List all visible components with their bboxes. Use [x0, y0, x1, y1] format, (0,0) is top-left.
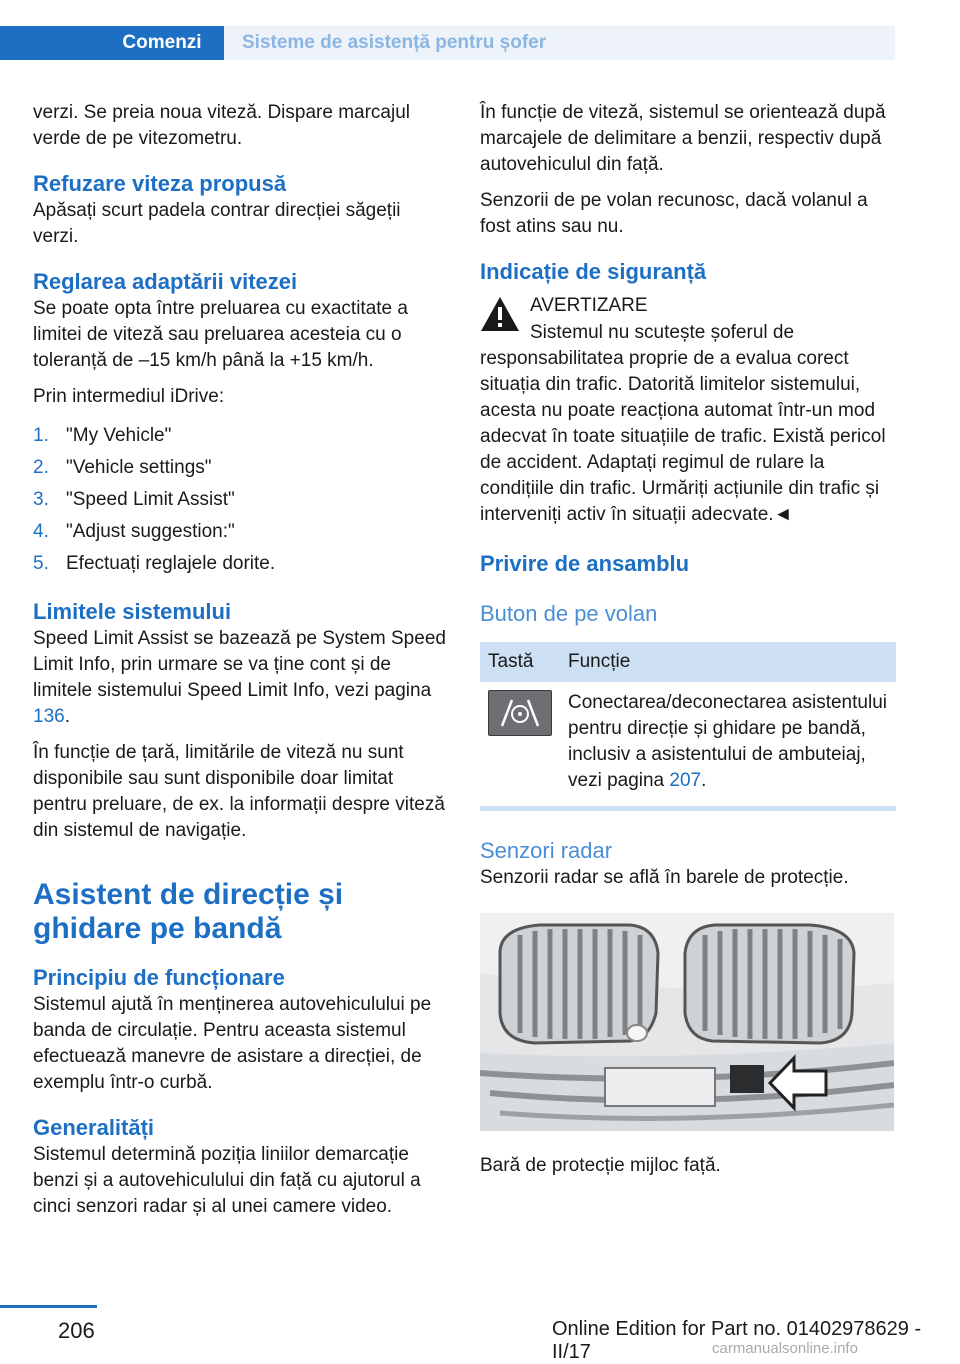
- table-cell-function: [560, 682, 896, 809]
- step-number: 2.: [33, 457, 49, 478]
- paragraph-text: .: [64, 706, 70, 727]
- paragraph-text: Speed Limit Assist se bazează pe System Speed Limit Info, prin urmare se va ține cont și de limitele sistemului Speed Limit Info, vezi pagina: [33, 628, 446, 701]
- edition-note: Online Edition for Part no. 01402978629 - II/17: [552, 1318, 922, 1363]
- heading-refuzare: Refuzare viteza propusă: [33, 171, 287, 196]
- warning-triangle-icon: [480, 296, 520, 332]
- table-header-row: [480, 642, 896, 682]
- paragraph: Senzorii de pe volan recunosc, dacă volanul a fost atins sau nu.: [480, 190, 868, 237]
- page-number: 206: [58, 1318, 95, 1343]
- paragraph: Se poate opta între preluarea cu exactitate a limitei de viteză sau preluarea acesteia cu o toleranță de –15 km/h până la +15 km/h.: [33, 298, 408, 371]
- warning-box: [480, 292, 896, 528]
- function-text: .: [701, 770, 707, 791]
- heading-privire: Privire de ansamblu: [480, 551, 690, 576]
- page-link[interactable]: 136: [33, 706, 65, 727]
- page-link[interactable]: 207: [669, 770, 702, 791]
- step-number: 5.: [33, 553, 49, 574]
- heading-limitele: Limitele sistemului: [33, 599, 232, 624]
- header-chapter-tab[interactable]: Comenzi: [100, 26, 224, 60]
- right-column: [480, 100, 896, 1189]
- list-item: [33, 548, 449, 580]
- heading-principiu: Principiu de funcționare: [33, 965, 285, 990]
- step-text: "Vehicle settings": [66, 457, 212, 478]
- image-caption: Bară de protecție mijloc față.: [480, 1155, 721, 1176]
- bumper-radar-photo: [480, 913, 894, 1131]
- warning-text: Sistemul nu scutește șoferul de responsabilitatea proprie de a evalua corect situația din trafic. Datorită limitelor sistemului, acesta nu poate reacționa automat într-un mod adecvat în toate situațiile de trafic. Există pericol de accident. Adaptați regimul de rulare la condițiile din trafic. Urmăriți acțiunile din trafic și interveniți activ în situații adecvate.◄: [480, 322, 886, 525]
- paragraph: verzi. Se preia noua viteză. Dispare marcajul verde de pe vitezometru.: [33, 102, 411, 149]
- step-text: "Speed Limit Assist": [66, 489, 235, 510]
- paragraph: [33, 626, 449, 730]
- step-number: 4.: [33, 521, 49, 542]
- table-header-tasta: Tastă: [480, 642, 560, 682]
- function-text: Conectarea/deconectarea asistentului pentru direcție și ghidare pe bandă, inclusiv a asistentului de ambuteiaj, vezi pagina: [568, 692, 887, 791]
- footer-rule: [0, 1305, 97, 1308]
- step-number: 3.: [33, 489, 49, 510]
- table-cell-button: [480, 682, 560, 809]
- paragraph: Prin intermediul iDrive:: [33, 386, 225, 407]
- steps-list: [33, 420, 449, 580]
- button-table: [480, 642, 896, 811]
- paragraph: Sistemul ajută în menținerea autovehiculului pe banda de circulație. Pentru aceasta sistemul efectuează manevre de asistare a direcției, de exemplu într-o curbă.: [33, 994, 432, 1093]
- heading-generalitati: Generalități: [33, 1115, 155, 1140]
- list-item: [33, 484, 449, 516]
- warning-title: AVERTIZARE: [530, 295, 648, 316]
- table-row: [480, 682, 896, 809]
- paragraph: În funcție de viteză, sistemul se orientează după marcajele de delimitare a benzii, respectiv după autovehiculul din față.: [480, 102, 886, 175]
- paragraph: În funcție de țară, limitările de viteză nu sunt disponibile sau sunt disponibile doar limitat pentru preluare, de ex. la informații despre viteză din sistemul de navigație.: [33, 742, 445, 841]
- step-text: "My Vehicle": [66, 425, 172, 446]
- heading-reglare: Reglarea adaptării vitezei: [33, 269, 298, 294]
- chapter-heading: Asistent de direcție și ghidare pe bandă: [33, 878, 344, 945]
- header-section-label: Sisteme de asistență pentru șofer: [242, 32, 547, 53]
- paragraph: Sistemul determină poziția liniilor demarcație benzi și a autovehiculului din față cu ajutorul a cinci senzori radar și al unei camere video.: [33, 1144, 421, 1217]
- paragraph: Senzorii radar se află în barele de protecție.: [480, 867, 849, 888]
- header-section-tab[interactable]: [224, 26, 895, 60]
- paragraph: Apăsați scurt padela contrar direcției săgeții verzi.: [33, 200, 401, 247]
- heading-buton: Buton de pe volan: [480, 601, 658, 626]
- watermark: carmanualsonline.info: [712, 1340, 858, 1357]
- list-item: [33, 420, 449, 452]
- step-number: 1.: [33, 425, 49, 446]
- lane-assist-button-icon: [488, 690, 552, 736]
- list-item: [33, 516, 449, 548]
- left-column: [33, 100, 449, 1230]
- header-accent-bar: [0, 26, 100, 60]
- step-text: Efectuați reglajele dorite.: [66, 553, 276, 574]
- heading-senzori: Senzori radar: [480, 838, 613, 863]
- heading-indicatie: Indicație de siguranță: [480, 259, 707, 284]
- steering-lane-icon: [498, 698, 542, 728]
- table-header-functie: Funcție: [560, 642, 896, 682]
- page-header: [0, 26, 895, 60]
- list-item: [33, 452, 449, 484]
- step-text: "Adjust suggestion:": [66, 521, 235, 542]
